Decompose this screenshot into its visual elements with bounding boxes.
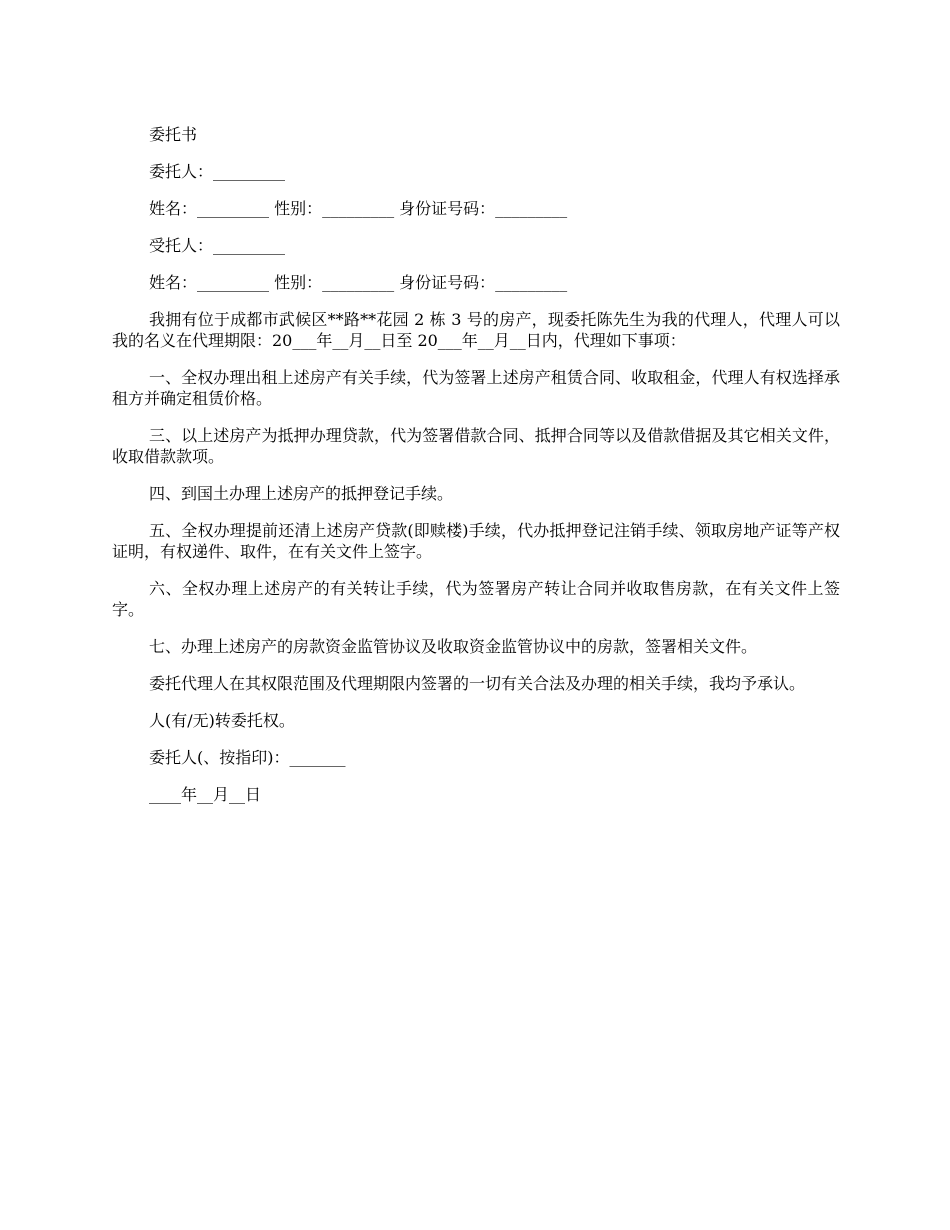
principal-info: 姓名：_________ 性别：_________ 身份证号码：_________ [149, 199, 568, 218]
document-title: 委托书 [149, 125, 198, 144]
agent-label: 受托人：_________ [149, 236, 286, 255]
signature-line: 委托人(、按指印)：_______ [149, 748, 346, 767]
paragraph-item-5: 五、全权办理提前还清上述房产贷款(即赎楼)手续，代办抵押登记注销手续、领取房地产证等产权证明，有权递件、取件，在有关文件上签字。 [112, 521, 840, 561]
paragraph-item-4: 四、到国土办理上述房产的抵押登记手续。 [149, 484, 454, 503]
agent-info: 姓名：_________ 性别：_________ 身份证号码：_________ [149, 273, 568, 292]
paragraph-item-7: 七、办理上述房产的房款资金监管协议及收取资金监管协议中的房款，签署相关文件。 [149, 637, 758, 656]
date-line: ____年__月__日 [149, 785, 262, 804]
paragraph-item-6: 六、全权办理上述房产的有关转让手续，代为签署房产转让合同并收取售房款，在有关文件上签字。 [112, 579, 840, 619]
document-page [112, 124, 840, 821]
paragraph-item-3: 三、以上述房产为抵押办理贷款，代为签署借款合同、抵押合同等以及借款借据及其它相关文件，收取借款款项。 [112, 426, 840, 466]
principal-label: 委托人：_________ [149, 162, 286, 181]
paragraph-subdelegation: 人(有/无)转委托权。 [149, 711, 295, 730]
paragraph-property-statement: 我拥有位于成都市武候区**路**花园 2 栋 3 号的房产，现委托陈先生为我的代理人，代理人可以我的名义在代理期限：20___年__月__日至 20___年__月__日内，代理如下事项： [112, 310, 840, 350]
paragraph-acknowledgement: 委托代理人在其权限范围及代理期限内签署的一切有关合法及办理的相关手续，我均予承认。 [149, 674, 806, 693]
paragraph-item-1: 一、全权办理出租上述房产有关手续，代为签署上述房产租赁合同、收取租金，代理人有权选择承租方并确定租赁价格。 [112, 368, 840, 408]
